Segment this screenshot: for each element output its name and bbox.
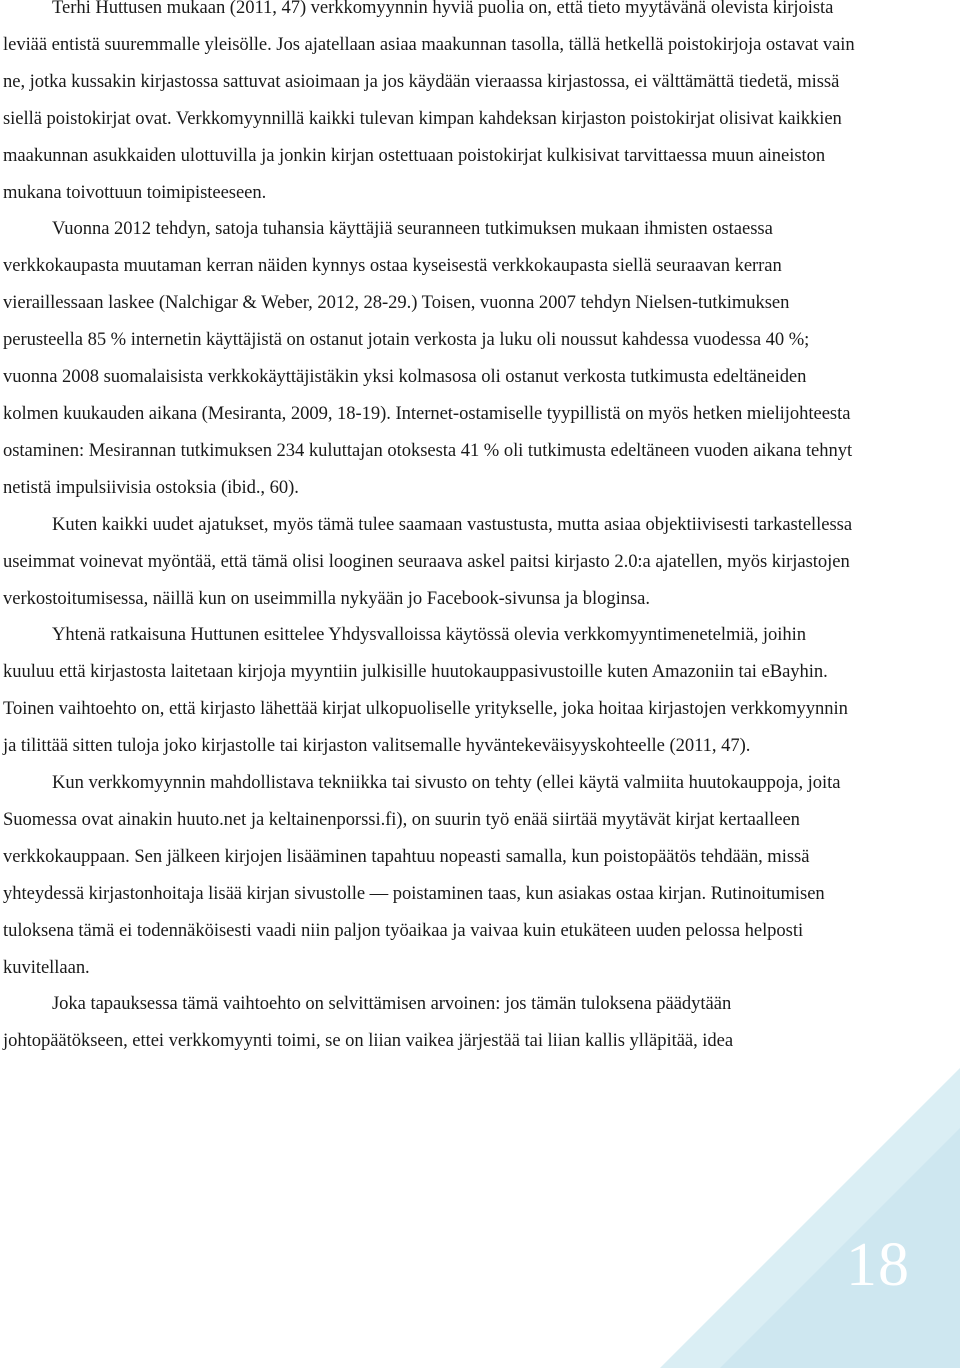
paragraph-5: Kun verkkomyynnin mahdollistava tekniikka tai sivusto on tehty (ellei käytä valmiita huutokauppoja, joita Suomessa ovat ainakin huuto.net ja keltainenporssi.fi), on suurin työ enää siirtää myytävät kirjat kertaalleen verkkokauppaan. Sen jälkeen kirjojen lisääminen tapahtuu nopeasti samalla, kun poistopäätös tehdään, missä yhteydessä kirjastonhoitaja lisää kirjan sivustolle — poistaminen taas, kun asiakas ostaa kirjan. Rutinoitumisen tuloksena tämä ei todennäköisesti vaadi niin paljon työaikaa ja vaivaa kuin etukäteen uuden pelossa helposti kuvitellaan. (3, 772, 841, 978)
body-text (3, 0, 855, 1060)
paragraph-4: Yhtenä ratkaisuna Huttunen esittelee Yhdysvalloissa käytössä olevia verkkomyyntimenetelmiä, joihin kuuluu että kirjastosta laitetaan kirjoja myyntiin julkisille huutokauppasivustoille kuten Amazoniin tai eBayhin. Toinen vaihtoehto on, että kirjasto lähettää kirjat ulkopuoliselle yritykselle, joka hoitaa kirjastojen verkkomyynnin ja tilittää sitten tuloja joko kirjastolle tai kirjaston valitsemalle hyväntekeväisyyskohteelle (2011, 47). (3, 624, 848, 757)
paragraph-2: Vuonna 2012 tehdyn, satoja tuhansia käyttäjiä seuranneen tutkimuksen mukaan ihmisten ostaessa verkkokaupasta muutaman kerran näiden kynnys ostaa kyseisestä verkkokaupasta siellä seuraavan kerran vieraillessaan laskee (Nalchigar & Weber, 2012, 28-29.) Toisen, vuonna 2007 tehdyn Nielsen-tutkimuksen perusteella 85 % internetin käyttäjistä on ostanut jotain verkosta ja luku oli noussut kahdessa vuodessa 40 %; vuonna 2008 suomalaisista verkkokäyttäjistäkin yksi kolmasosa oli ostanut verkosta tutkimusta edeltäneiden kolmen kuukauden aikana (Mesiranta, 2009, 18-19). Internet-ostamiselle tyypillistä on myös hetken mielijohteesta ostaminen: Mesirannan tutkimuksen 234 kuluttajan otoksesta 41 % oli tutkimusta edeltäneen vuoden aikana tehnyt netistä impulsiivisia ostoksia (ibid., 60). (3, 218, 853, 498)
page-number: 18 (846, 1231, 910, 1299)
paragraph-6: Joka tapauksessa tämä vaihtoehto on selvittämisen arvoinen: jos tämän tuloksena päädytään johtopäätökseen, ettei verkkomyynti toimi, se on liian vaikea järjestää tai liian kallis ylläpitää, idea (3, 993, 734, 1052)
paragraph-3: Kuten kaikki uudet ajatukset, myös tämä tulee saamaan vastustusta, mutta asiaa objektiivisesti tarkastellessa useimmat voinevat myöntää, että tämä olisi looginen seuraava askel paitsi kirjasto 2.0:a ajatellen, myös kirjastojen verkostoitumisessa, näillä kun on useimmilla nykyään jo Facebook-sivunsa ja bloginsa. (3, 513, 853, 609)
corner-triangle-graphic (660, 1068, 960, 1368)
page-corner-decoration (660, 1068, 960, 1368)
paragraph-1: Terhi Huttusen mukaan (2011, 47) verkkomyynnin hyviä puolia on, että tieto myytävänä olevista kirjoista leviää entistä suuremmalle yleisölle. Jos ajatellaan asiaa maakunnan tasolla, tällä hetkellä poistokirjoja ostavat vain ne, jotka kussakin kirjastossa sattuvat asioimaan ja jos käydään vieraassa kirjastossa, ei välttämättä tiedetä, missä siellä poistokirjat ovat. Verkkomyynnillä kaikki tulevan kimpan kahdeksan kirjaston poistokirjat olisivat kaikkien maakunnan asukkaiden ulottuvilla ja jonkin kirjan ostettuaan poistokirjat kulkisivat tarvittaessa muun aineiston mukana toivottuun toimipisteeseen. (3, 0, 855, 203)
